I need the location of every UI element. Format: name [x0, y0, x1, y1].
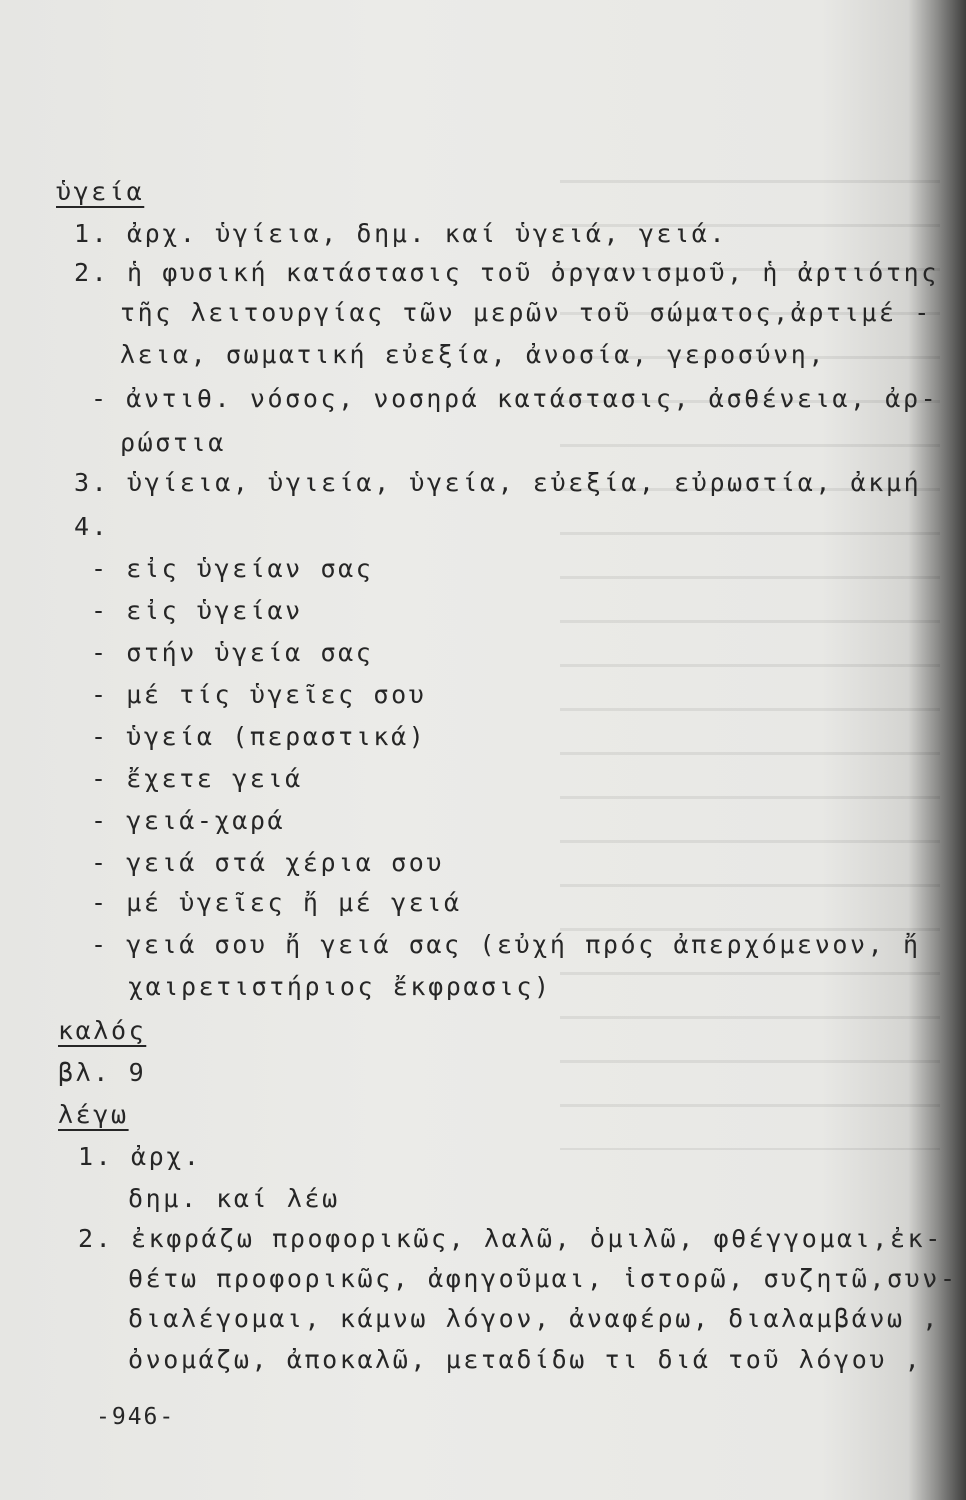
entry-line: 2. ἐκφράζω προφορικῶς, λαλῶ, ὁμιλῶ, φθέγγομαι,ἐκ- — [78, 1224, 943, 1253]
entry-line: θέτω προφορικῶς, ἀφηγοῦμαι, ἱστορῶ, συζητῶ,συν- — [128, 1264, 958, 1293]
list-item: - μέ ὑγεῖες ἤ μέ γειά — [91, 888, 462, 917]
list-item: - εἰς ὑγείαν σας — [91, 554, 374, 583]
entry-line: 4. — [74, 512, 110, 541]
list-item: - ἔχετε γειά — [91, 764, 303, 793]
headword-lego: λέγω — [58, 1100, 129, 1129]
entry-line: - ἀντιθ. νόσος, νοσηρά κατάστασις, ἀσθένεια, ἀρ- — [91, 384, 939, 413]
list-item: - εἰς ὑγείαν — [91, 596, 303, 625]
list-item: - γειά σου ἤ γειά σας (εὐχή πρός ἀπερχόμενον, ἤ — [91, 930, 921, 959]
entry-line: 1. ἀρχ. — [78, 1142, 202, 1171]
entry-line: ὀνομάζω, ἀποκαλῶ, μεταδίδω τι διά τοῦ λόγου , — [128, 1345, 923, 1374]
page-number: -946- — [96, 1404, 176, 1430]
entry-line: βλ. 9 — [58, 1058, 147, 1087]
list-item: - στήν ὑγεία σας — [91, 638, 374, 667]
list-item: - μέ τίς ὑγεῖες σου — [91, 680, 427, 709]
entry-line: ρώστια — [120, 428, 226, 457]
entry-line: 3. ὑγίεια, ὑγιεία, ὑγεία, εὐεξία, εὐρωστία, ἀκμή — [74, 468, 922, 497]
list-item: - ὑγεία (περαστικά) — [91, 722, 427, 751]
list-item: - γειά στά χέρια σου — [91, 848, 445, 877]
entry-line: 1. ἀρχ. ὑγίεια, δημ. καί ὑγειά, γειά. — [74, 219, 728, 248]
list-item: χαιρετιστήριος ἔκφρασις) — [128, 972, 552, 1001]
entry-line: τῆς λειτουργίας τῶν μερῶν τοῦ σώματος,ἀρτιμέ - — [120, 298, 932, 327]
headword-ygeia: ὑγεία — [56, 177, 145, 206]
entry-line: διαλέγομαι, κάμνω λόγον, ἀναφέρω, διαλαμβάνω , — [128, 1304, 940, 1333]
headword-kalos: καλός — [58, 1016, 147, 1045]
entry-line: λεια, σωματική εὐεξία, ἀνοσία, γεροσύνη, — [120, 340, 827, 369]
entry-line: 2. ἡ φυσική κατάστασις τοῦ ὀργανισμοῦ, ἡ ἀρτιότης — [74, 258, 939, 287]
entry-line: δημ. καί λέω — [128, 1184, 340, 1213]
list-item: - γειά-χαρά — [91, 806, 286, 835]
